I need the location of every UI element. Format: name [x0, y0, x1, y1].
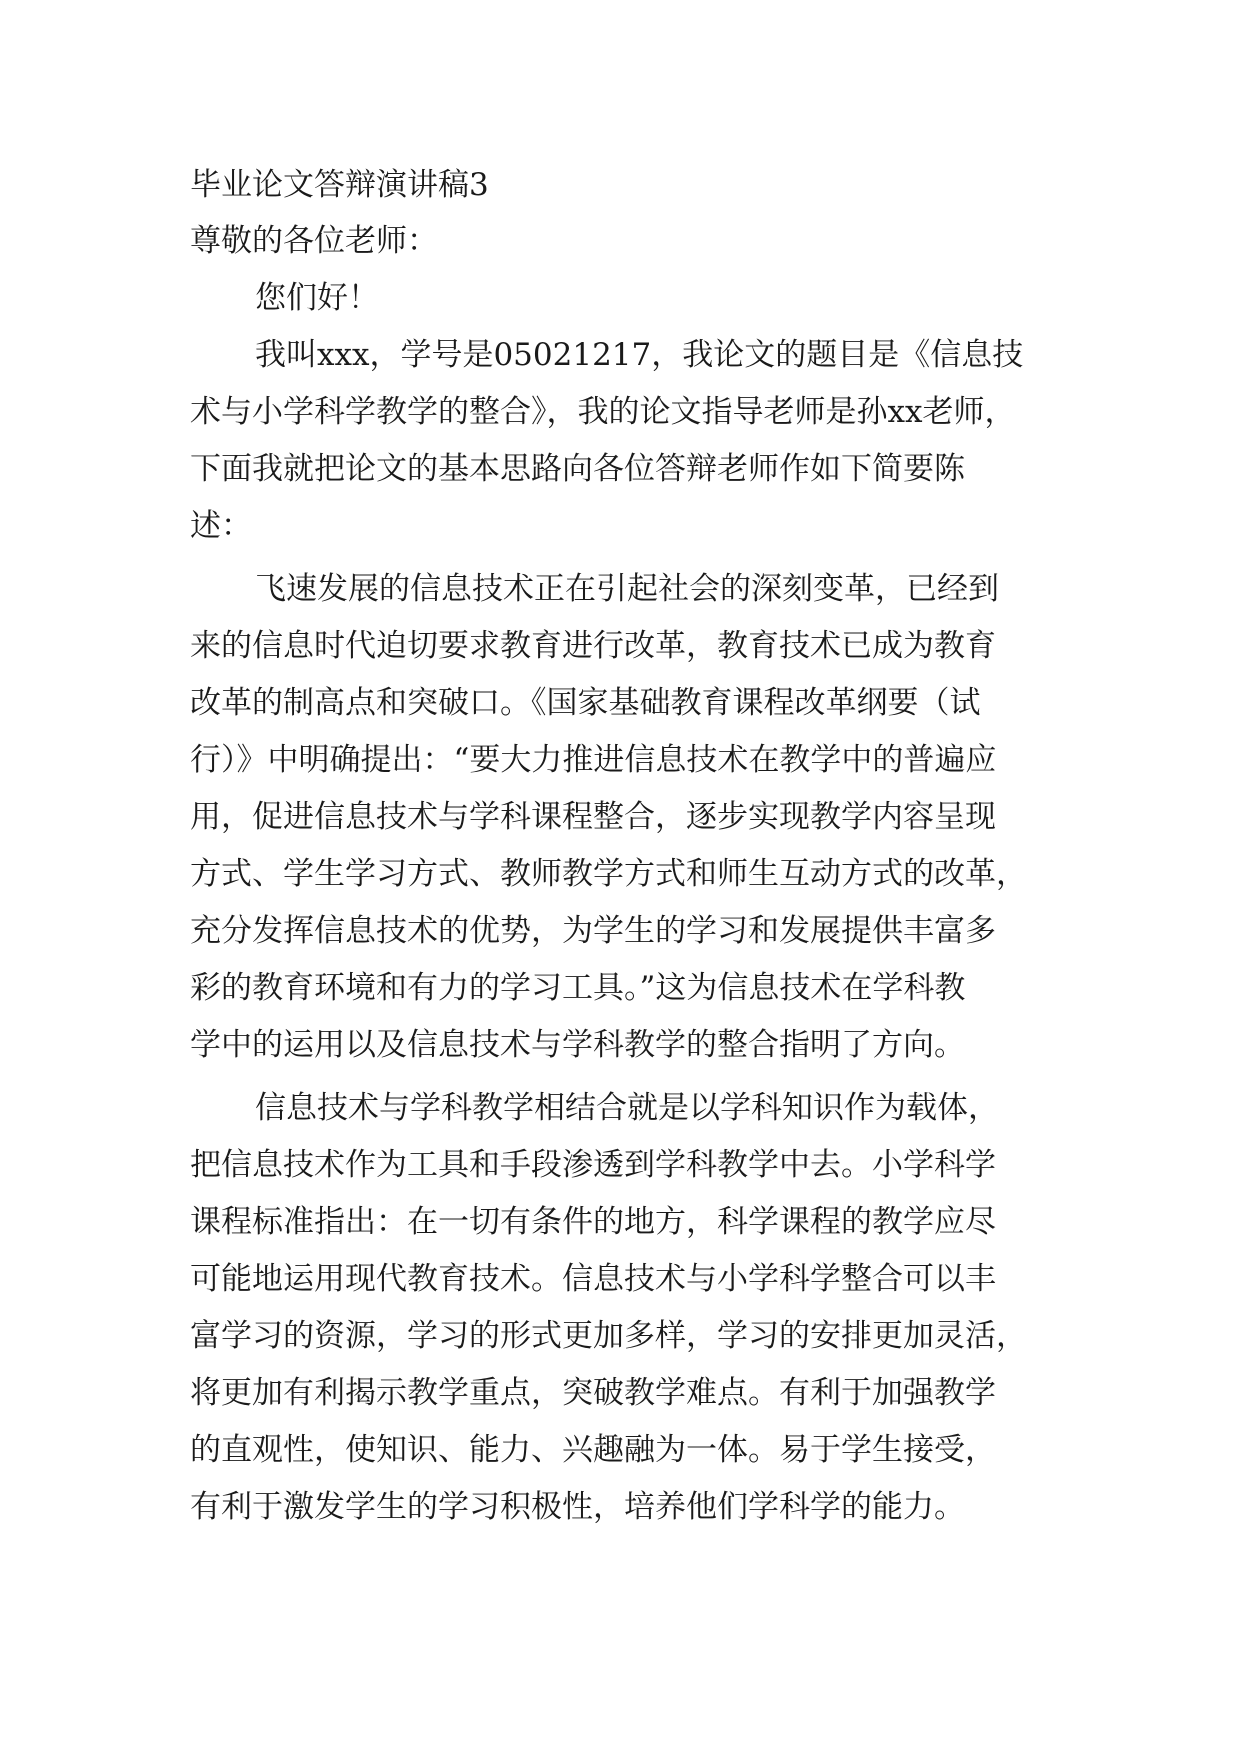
paragraph-line: 彩的教育环境和有力的学习工具。”这为信息技术在学科教 [190, 970, 966, 1006]
paragraph-line: 用，促进信息技术与学科课程整合，逐步实现教学内容呈现 [190, 799, 996, 835]
paragraph-line: 方式、学生学习方式、教师教学方式和师生互动方式的改革， [190, 856, 1027, 892]
paragraph-line: 的直观性，使知识、能力、兴趣融为一体。易于学生接受， [190, 1432, 996, 1468]
paragraph-line: 将更加有利揭示教学重点，突破教学难点。有利于加强教学 [190, 1375, 996, 1411]
paragraph-line: 学中的运用以及信息技术与学科教学的整合指明了方向。 [190, 1027, 965, 1063]
greeting: 您们好！ [255, 280, 379, 316]
paragraph-line: 下面我就把论文的基本思路向各位答辩老师作如下简要陈 [190, 451, 965, 487]
document-title: 毕业论文答辩演讲稿3 [190, 167, 489, 203]
paragraph-line: 术与小学科学教学的整合》，我的论文指导老师是孙xx老师， [190, 394, 1016, 430]
paragraph-line: 改革的制高点和突破口。《国家基础教育课程改革纲要（试 [190, 685, 981, 721]
paragraph-line: 行）》中明确提出：“要大力推进信息技术在教学中的普遍应 [190, 742, 997, 778]
paragraph-line: 富学习的资源，学习的形式更加多样，学习的安排更加灵活， [190, 1318, 1027, 1354]
paragraph-line: 述： [190, 508, 252, 544]
paragraph-line: 可能地运用现代教育技术。信息技术与小学科学整合可以丰 [190, 1261, 996, 1297]
paragraph-line: 我叫xxx，学号是05021217，我论文的题目是《信息技 [255, 337, 1024, 373]
paragraph-line: 有利于激发学生的学习积极性，培养他们学科学的能力。 [190, 1489, 965, 1525]
salutation: 尊敬的各位老师： [190, 223, 438, 259]
paragraph-line: 课程标准指出：在一切有条件的地方，科学课程的教学应尽 [190, 1204, 996, 1240]
paragraph-line: 把信息技术作为工具和手段渗透到学科教学中去。小学科学 [190, 1147, 996, 1183]
paragraph-line: 飞速发展的信息技术正在引起社会的深刻变革，已经到 [255, 571, 999, 607]
paragraph-line: 充分发挥信息技术的优势，为学生的学习和发展提供丰富多 [190, 913, 996, 949]
paragraph-line: 来的信息时代迫切要求教育进行改革，教育技术已成为教育 [190, 628, 996, 664]
paragraph-line: 信息技术与学科教学相结合就是以学科知识作为载体， [255, 1090, 999, 1126]
